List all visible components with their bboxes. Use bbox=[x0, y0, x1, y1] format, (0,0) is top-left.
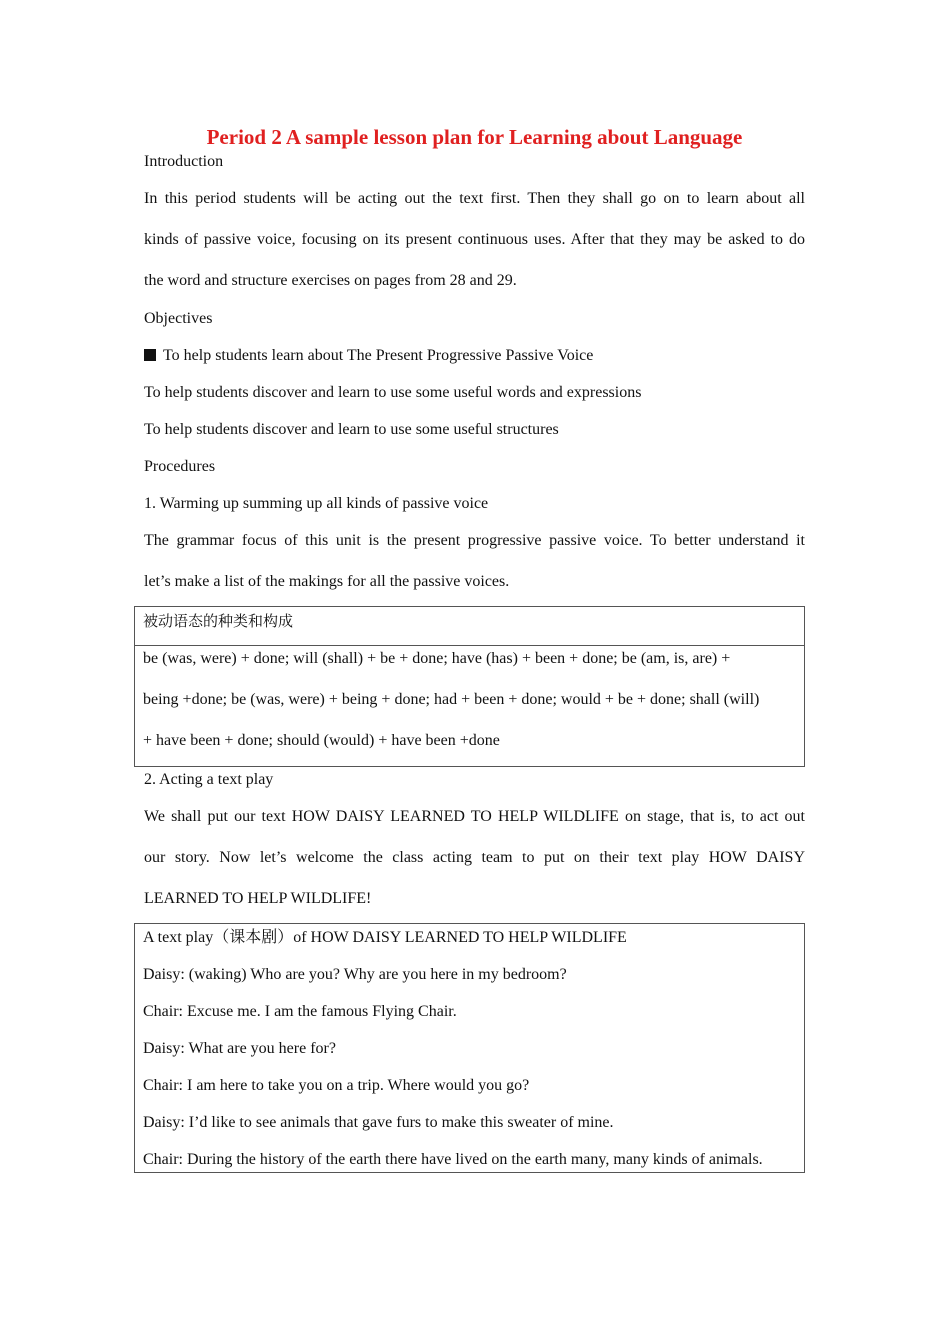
table-row: + have been + done; should (would) + have been +done bbox=[143, 732, 500, 749]
objective-item bbox=[144, 346, 805, 366]
introduction-line: kinds of passive voice, focusing on its present continuous uses. After that they may be asked to do bbox=[144, 231, 805, 248]
table-header: 被动语态的种类和构成 bbox=[143, 612, 294, 630]
document-title: Period 2 A sample lesson plan for Learning about Language bbox=[206, 125, 743, 149]
play-line: Chair: Excuse me. I am the famous Flying Chair. bbox=[143, 1003, 457, 1020]
introduction-line: the word and structure exercises on pages from 28 and 29. bbox=[144, 272, 517, 289]
text-play-box bbox=[134, 923, 805, 1173]
play-line: Chair: During the history of the earth there have lived on the earth many, many kinds of animals. bbox=[143, 1151, 763, 1168]
table-row: be (was, were) + done; will (shall) + be + done; have (has) + been + done; be (am, is, are) + bbox=[143, 650, 731, 667]
introduction-heading: Introduction bbox=[144, 153, 224, 170]
play-line: Daisy: I’d like to see animals that gave furs to make this sweater of mine. bbox=[143, 1114, 614, 1131]
objective-text: To help students learn about The Present Progressive Passive Voice bbox=[163, 347, 594, 364]
square-bullet-icon bbox=[144, 349, 156, 361]
procedures-heading: Procedures bbox=[144, 458, 216, 475]
step2-line: our story. Now let’s welcome the class acting team to put on their text play HOW DAISY bbox=[144, 849, 805, 866]
objective-item: To help students discover and learn to use some useful words and expressions bbox=[144, 384, 642, 401]
step1-line: The grammar focus of this unit is the present progressive passive voice. To better understand it bbox=[144, 532, 805, 549]
play-title: A text play（课本剧）of HOW DAISY LEARNED TO HELP WILDLIFE bbox=[143, 929, 627, 946]
introduction-line: In this period students will be acting out the text first. Then they shall go on to learn about all bbox=[144, 190, 805, 207]
step2-line: We shall put our text HOW DAISY LEARNED TO HELP WILDLIFE on stage, that is, to act out bbox=[144, 808, 805, 825]
table-row: being +done; be (was, were) + being + done; had + been + done; would + be + done; shall (will) bbox=[143, 691, 760, 708]
play-line: Daisy: (waking) Who are you? Why are you here in my bedroom? bbox=[143, 966, 567, 983]
table-divider bbox=[135, 645, 804, 646]
play-line: Daisy: What are you here for? bbox=[143, 1040, 336, 1057]
step1-line: let’s make a list of the makings for all the passive voices. bbox=[144, 573, 510, 590]
objectives-heading: Objectives bbox=[144, 310, 213, 327]
step2-heading: 2. Acting a text play bbox=[144, 771, 274, 788]
step1-heading: 1. Warming up summing up all kinds of passive voice bbox=[144, 495, 489, 512]
step2-line: LEARNED TO HELP WILDLIFE! bbox=[144, 890, 372, 907]
objective-item: To help students discover and learn to use some useful structures bbox=[144, 421, 559, 438]
play-line: Chair: I am here to take you on a trip. Where would you go? bbox=[143, 1077, 530, 1094]
passive-voice-table bbox=[134, 606, 805, 767]
